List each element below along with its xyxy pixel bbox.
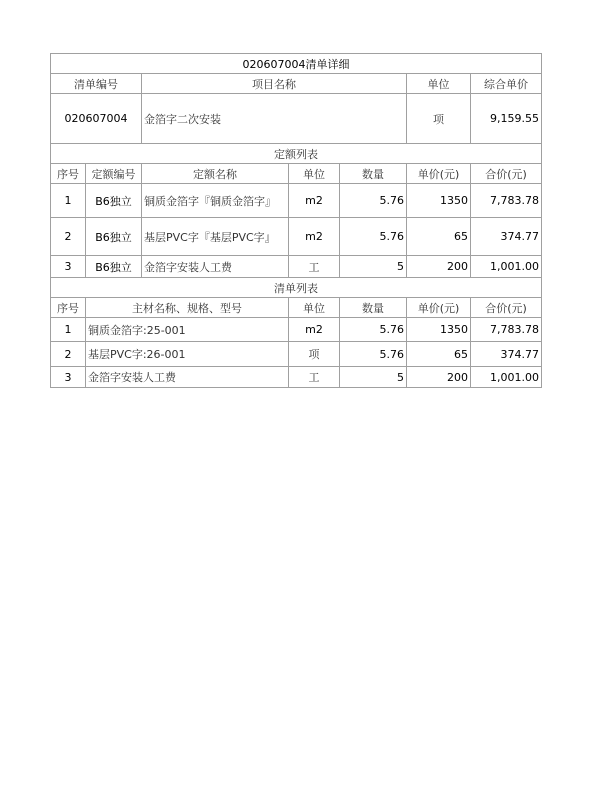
quota-header-name: 定额名称 xyxy=(142,164,289,184)
item-unit: 项 xyxy=(407,94,471,144)
material-seq: 2 xyxy=(51,342,86,367)
quota-seq: 1 xyxy=(51,184,86,218)
quota-qty: 5 xyxy=(340,256,407,278)
quota-price: 200 xyxy=(407,256,471,278)
material-total: 7,783.78 xyxy=(471,318,542,342)
materials-section-title: 清单列表 xyxy=(51,278,542,298)
quota-unit: 工 xyxy=(289,256,340,278)
quota-header-unit: 单位 xyxy=(289,164,340,184)
materials-header-seq: 序号 xyxy=(51,298,86,318)
material-unit: 工 xyxy=(289,367,340,388)
material-name: 金箔字安装人工费 xyxy=(86,367,289,388)
quota-name: 金箔字安装人工费 xyxy=(142,256,289,278)
quota-code: B6独立 xyxy=(86,218,142,256)
material-unit: m2 xyxy=(289,318,340,342)
quota-code: B6独立 xyxy=(86,256,142,278)
material-qty: 5.76 xyxy=(340,342,407,367)
table-title: 020607004清单详细 xyxy=(51,54,542,74)
quota-header-total: 合价(元) xyxy=(471,164,542,184)
material-name: 基层PVC字:26-001 xyxy=(86,342,289,367)
quota-section-title: 定额列表 xyxy=(51,144,542,164)
header-unit: 单位 xyxy=(407,74,471,94)
quota-row xyxy=(51,218,542,256)
quota-price: 65 xyxy=(407,218,471,256)
bill-code: 020607004 xyxy=(51,94,142,144)
quota-header-seq: 序号 xyxy=(51,164,86,184)
quota-total: 374.77 xyxy=(471,218,542,256)
material-qty: 5 xyxy=(340,367,407,388)
quota-total: 1,001.00 xyxy=(471,256,542,278)
quota-seq: 3 xyxy=(51,256,86,278)
header-item-name: 项目名称 xyxy=(142,74,407,94)
summary-row xyxy=(51,94,542,144)
header-unit-price: 综合单价 xyxy=(471,74,542,94)
materials-header-qty: 数量 xyxy=(340,298,407,318)
quota-total: 7,783.78 xyxy=(471,184,542,218)
materials-header-unit: 单位 xyxy=(289,298,340,318)
material-unit: 项 xyxy=(289,342,340,367)
material-price: 65 xyxy=(407,342,471,367)
materials-row xyxy=(51,342,542,367)
material-qty: 5.76 xyxy=(340,318,407,342)
quota-row xyxy=(51,184,542,218)
material-seq: 3 xyxy=(51,367,86,388)
item-unit-price: 9,159.55 xyxy=(471,94,542,144)
material-name: 铜质金箔字:25-001 xyxy=(86,318,289,342)
quota-name: 铜质金箔字『铜质金箔字』 xyxy=(142,184,289,218)
material-price: 1350 xyxy=(407,318,471,342)
quota-header-price: 单价(元) xyxy=(407,164,471,184)
quota-qty: 5.76 xyxy=(340,184,407,218)
materials-row xyxy=(51,318,542,342)
quota-price: 1350 xyxy=(407,184,471,218)
quota-code: B6独立 xyxy=(86,184,142,218)
header-bill-code: 清单编号 xyxy=(51,74,142,94)
quota-header-code: 定额编号 xyxy=(86,164,142,184)
materials-header-price: 单价(元) xyxy=(407,298,471,318)
materials-header-name: 主材名称、规格、型号 xyxy=(86,298,289,318)
quota-unit: m2 xyxy=(289,218,340,256)
materials-row xyxy=(51,367,542,388)
quota-qty: 5.76 xyxy=(340,218,407,256)
material-total: 1,001.00 xyxy=(471,367,542,388)
quota-seq: 2 xyxy=(51,218,86,256)
materials-header-total: 合价(元) xyxy=(471,298,542,318)
quota-unit: m2 xyxy=(289,184,340,218)
bill-detail-table xyxy=(50,53,542,388)
material-total: 374.77 xyxy=(471,342,542,367)
item-name: 金箔字二次安装 xyxy=(142,94,407,144)
quota-name: 基层PVC字『基层PVC字』 xyxy=(142,218,289,256)
material-price: 200 xyxy=(407,367,471,388)
quota-row xyxy=(51,256,542,278)
quota-header-qty: 数量 xyxy=(340,164,407,184)
material-seq: 1 xyxy=(51,318,86,342)
